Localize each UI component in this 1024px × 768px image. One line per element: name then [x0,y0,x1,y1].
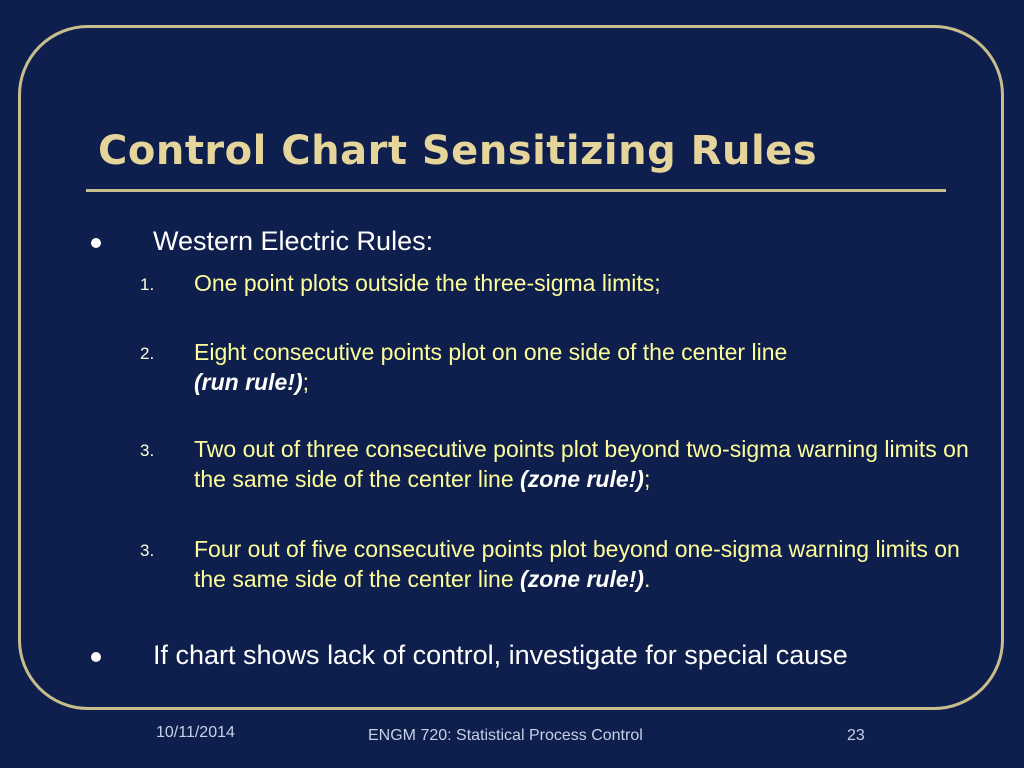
rule-text: Eight consecutive points plot on one side of the center line [194,339,788,365]
bullet-lack-of-control: If chart shows lack of control, investigate for special cause [153,640,848,670]
rule-text: Four out of five consecutive points plot beyond one-sigma warning limits on the same side of the center line [194,536,960,592]
rule-item [194,434,974,494]
rule-item [194,268,974,298]
bullet-dot-icon [91,652,101,662]
bullet-western-electric: Western Electric Rules: [153,226,434,256]
rule-number: 2. [140,344,155,363]
rule-tail: ; [302,369,309,395]
rule-item [194,337,939,397]
rule-text: One point plots outside the three-sigma limits; [194,270,661,296]
rule-text: Two out of three consecutive points plot beyond two-sigma warning limits on the same side of the center line [194,436,969,492]
rule-item [194,534,974,594]
rule-tail: ; [643,466,651,492]
title-divider [86,189,946,192]
rule-number: 1. [140,275,155,294]
footer-page-number: 23 [847,727,865,744]
rule-emphasis: (zone rule!) [520,566,644,592]
bullet-dot-icon [91,238,101,248]
rule-emphasis: (run rule!) [194,369,303,395]
slide-title: Control Chart Sensitizing Rules [98,128,818,174]
rule-tail: . [643,566,651,592]
footer-course: ENGM 720: Statistical Process Control [368,727,643,744]
footer-date: 10/11/2014 [156,724,235,741]
rule-number: 3. [140,541,155,560]
rule-emphasis: (zone rule!) [520,466,644,492]
rule-number: 3. [140,441,155,460]
